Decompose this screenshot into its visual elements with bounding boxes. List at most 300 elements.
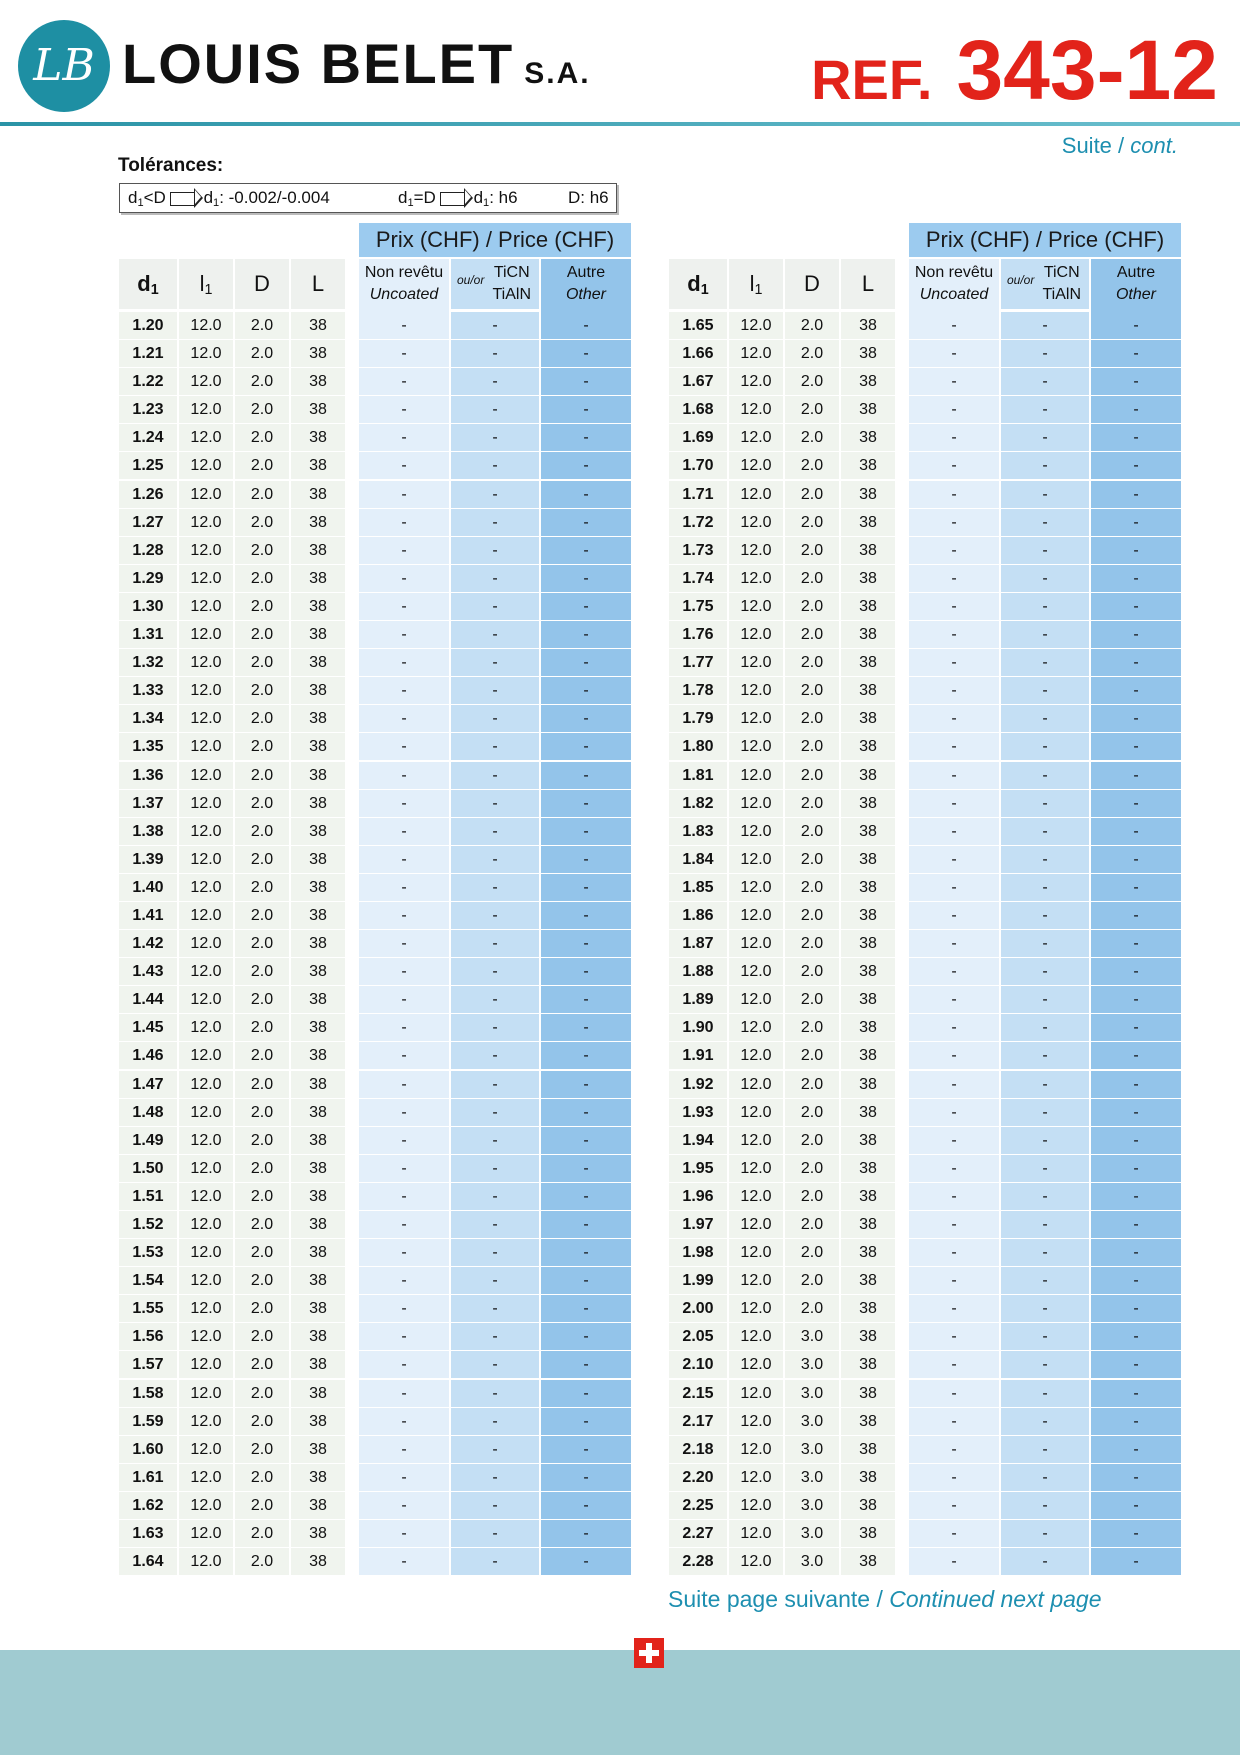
cell-l1: 12.0: [729, 677, 783, 704]
cell-D: 2.0: [235, 1042, 289, 1069]
cell-uncoated: -: [909, 1099, 999, 1126]
cell-coated: -: [1001, 1211, 1089, 1238]
tolerances-title: Tolérances:: [118, 155, 224, 176]
cell-d1: 1.64: [119, 1548, 177, 1575]
cell-coated: -: [451, 790, 539, 817]
cell-l1: 12.0: [729, 790, 783, 817]
cell-other: -: [1091, 677, 1181, 704]
cell-L: 38: [291, 1351, 345, 1378]
table-row: [669, 1408, 1181, 1436]
suite-sep: /: [1118, 133, 1125, 158]
cell-coated: -: [451, 1380, 539, 1407]
cell-uncoated: -: [909, 396, 999, 423]
table-row: [119, 565, 631, 593]
cell-d1: 1.71: [669, 481, 727, 508]
cell-l1: 12.0: [179, 1155, 233, 1182]
cell-D: 2.0: [785, 1183, 839, 1210]
table-row: [119, 368, 631, 396]
cell-l1: 12.0: [179, 1042, 233, 1069]
cell-l1: 12.0: [179, 1464, 233, 1491]
cell-d1: 1.41: [119, 902, 177, 929]
cell-D: 2.0: [235, 930, 289, 957]
cell-coated: -: [1001, 1520, 1089, 1547]
cell-d1: 2.27: [669, 1520, 727, 1547]
cell-coated: -: [451, 312, 539, 339]
table-row: [669, 509, 1181, 537]
cell-coated: -: [1001, 986, 1089, 1013]
cell-L: 38: [291, 733, 345, 760]
cell-other: -: [541, 1014, 631, 1041]
cell-l1: 12.0: [729, 1351, 783, 1378]
cell-d1: 1.52: [119, 1211, 177, 1238]
cell-other: -: [541, 1380, 631, 1407]
cell-coated: -: [451, 649, 539, 676]
cell-coated: -: [1001, 312, 1089, 339]
table-row: [669, 1014, 1181, 1042]
cell-L: 38: [291, 1380, 345, 1407]
cell-D: 3.0: [785, 1464, 839, 1491]
cell-coated: -: [451, 565, 539, 592]
table-row: [669, 1295, 1181, 1323]
cell-uncoated: -: [909, 1380, 999, 1407]
cell-other: -: [541, 1239, 631, 1266]
cell-L: 38: [841, 481, 895, 508]
cell-D: 3.0: [785, 1408, 839, 1435]
cell-d1: 1.67: [669, 368, 727, 395]
table-row: [669, 1492, 1181, 1520]
cell-other: -: [541, 312, 631, 339]
cell-L: 38: [291, 1520, 345, 1547]
cell-other: -: [1091, 368, 1181, 395]
cell-l1: 12.0: [179, 1239, 233, 1266]
table-row: [669, 1548, 1181, 1576]
table-row: [669, 649, 1181, 677]
cell-l1: 12.0: [729, 1380, 783, 1407]
table-row: [119, 874, 631, 902]
cell-l1: 12.0: [729, 818, 783, 845]
cell-D: 3.0: [785, 1323, 839, 1350]
cell-L: 38: [291, 509, 345, 536]
cell-L: 38: [291, 396, 345, 423]
cell-uncoated: -: [909, 874, 999, 901]
cell-uncoated: -: [909, 1492, 999, 1519]
tolerance-rule-1: $d_1<D$ $d_1$: -0.002/-0.004: [128, 188, 330, 209]
table-row: [669, 481, 1181, 509]
cell-other: -: [1091, 1155, 1181, 1182]
cell-D: 2.0: [235, 509, 289, 536]
cell-uncoated: -: [909, 312, 999, 339]
cell-D: 2.0: [785, 818, 839, 845]
cell-D: 2.0: [785, 986, 839, 1013]
cell-d1: 1.81: [669, 762, 727, 789]
cell-d1: 1.29: [119, 565, 177, 592]
cell-D: 2.0: [235, 1464, 289, 1491]
cell-other: -: [1091, 312, 1181, 339]
cell-L: 38: [291, 565, 345, 592]
table-row: [119, 1295, 631, 1323]
cell-d1: 1.23: [119, 396, 177, 423]
cell-coated: -: [451, 705, 539, 732]
cell-l1: 12.0: [729, 1492, 783, 1519]
cell-other: -: [541, 1548, 631, 1575]
cell-D: 3.0: [785, 1351, 839, 1378]
swiss-flag-icon: [634, 1638, 664, 1668]
cell-d1: 1.44: [119, 986, 177, 1013]
cell-D: 2.0: [235, 481, 289, 508]
reference-number: [811, 20, 1218, 145]
cell-D: 2.0: [235, 340, 289, 367]
table-row: [669, 790, 1181, 818]
cell-l1: 12.0: [729, 621, 783, 648]
cell-coated: -: [451, 733, 539, 760]
cell-D: 3.0: [785, 1380, 839, 1407]
cell-l1: 12.0: [729, 1295, 783, 1322]
cell-other: -: [1091, 790, 1181, 817]
table-row: [119, 1408, 631, 1436]
cell-coated: -: [1001, 1492, 1089, 1519]
cell-coated: -: [451, 509, 539, 536]
cell-L: 38: [291, 649, 345, 676]
cell-d1: 1.89: [669, 986, 727, 1013]
cell-coated: -: [1001, 733, 1089, 760]
cell-coated: -: [1001, 874, 1089, 901]
footer-band: [0, 1650, 1240, 1755]
cell-uncoated: -: [909, 424, 999, 451]
cell-l1: 12.0: [179, 1211, 233, 1238]
cell-L: 38: [291, 986, 345, 1013]
table-row: [119, 452, 631, 480]
cell-D: 2.0: [785, 368, 839, 395]
cell-L: 38: [841, 537, 895, 564]
cell-d1: 1.58: [119, 1380, 177, 1407]
cell-other: -: [541, 1520, 631, 1547]
cell-coated: -: [451, 930, 539, 957]
cell-d1: 1.39: [119, 846, 177, 873]
cell-uncoated: -: [359, 1014, 449, 1041]
cell-uncoated: -: [909, 1239, 999, 1266]
cell-L: 38: [291, 340, 345, 367]
cell-D: 2.0: [785, 1239, 839, 1266]
cell-D: 2.0: [235, 424, 289, 451]
cell-L: 38: [841, 1014, 895, 1041]
cell-uncoated: -: [909, 958, 999, 985]
brand-suffix: S.A.: [524, 57, 591, 90]
cell-l1: 12.0: [729, 649, 783, 676]
cell-d1: 1.68: [669, 396, 727, 423]
col-coated: ou/or TiCN TiAlN: [1001, 259, 1089, 309]
cell-uncoated: -: [359, 677, 449, 704]
cell-coated: -: [451, 593, 539, 620]
cell-uncoated: -: [909, 902, 999, 929]
cell-other: -: [541, 1071, 631, 1098]
cell-D: 2.0: [235, 1323, 289, 1350]
cell-coated: -: [1001, 565, 1089, 592]
cell-l1: 12.0: [729, 452, 783, 479]
cell-D: 2.0: [235, 593, 289, 620]
cell-L: 38: [841, 649, 895, 676]
cell-coated: -: [451, 762, 539, 789]
cell-other: -: [541, 368, 631, 395]
table-row: [669, 1436, 1181, 1464]
cell-l1: 12.0: [729, 958, 783, 985]
suite-en: cont.: [1130, 133, 1178, 158]
cell-l1: 12.0: [179, 818, 233, 845]
cell-uncoated: -: [909, 677, 999, 704]
cell-other: -: [1091, 846, 1181, 873]
cell-l1: 12.0: [179, 649, 233, 676]
cell-other: -: [1091, 1380, 1181, 1407]
cell-D: 2.0: [785, 1042, 839, 1069]
table-row: [669, 818, 1181, 846]
table-row: [669, 733, 1181, 761]
cell-D: 3.0: [785, 1520, 839, 1547]
cell-other: -: [541, 1464, 631, 1491]
table-row: [669, 986, 1181, 1014]
cell-d1: 1.31: [119, 621, 177, 648]
cell-d1: 1.84: [669, 846, 727, 873]
table-row: [119, 1042, 631, 1070]
cell-L: 38: [841, 452, 895, 479]
cell-l1: 12.0: [179, 790, 233, 817]
cell-uncoated: -: [909, 1436, 999, 1463]
table-row: [669, 368, 1181, 396]
cell-coated: -: [451, 1548, 539, 1575]
cell-d1: 1.98: [669, 1239, 727, 1266]
col-other: Autre Other: [541, 259, 631, 312]
cell-uncoated: -: [909, 930, 999, 957]
ref-label: REF.: [811, 48, 933, 111]
table-row: [119, 733, 631, 761]
cell-D: 2.0: [785, 902, 839, 929]
cell-uncoated: -: [909, 452, 999, 479]
cell-uncoated: -: [909, 733, 999, 760]
cell-l1: 12.0: [729, 986, 783, 1013]
cell-l1: 12.0: [729, 733, 783, 760]
next-sep: /: [876, 1586, 883, 1612]
cell-uncoated: -: [359, 1127, 449, 1154]
cell-D: 2.0: [235, 818, 289, 845]
cell-d1: 1.42: [119, 930, 177, 957]
table-row: [669, 958, 1181, 986]
cell-coated: -: [1001, 481, 1089, 508]
cell-uncoated: -: [359, 593, 449, 620]
cell-coated: -: [451, 1211, 539, 1238]
table-row: [119, 1239, 631, 1267]
cell-uncoated: -: [359, 733, 449, 760]
cell-coated: -: [451, 986, 539, 1013]
cell-d1: 1.82: [669, 790, 727, 817]
cell-D: 2.0: [785, 1155, 839, 1182]
cell-l1: 12.0: [179, 1408, 233, 1435]
cell-D: 2.0: [235, 1380, 289, 1407]
cell-l1: 12.0: [729, 1464, 783, 1491]
cell-coated: -: [1001, 818, 1089, 845]
cell-d1: 1.73: [669, 537, 727, 564]
cell-L: 38: [291, 1014, 345, 1041]
table-row: [669, 705, 1181, 733]
cell-l1: 12.0: [729, 1071, 783, 1098]
cell-coated: -: [451, 1267, 539, 1294]
cell-D: 2.0: [235, 1408, 289, 1435]
cell-l1: 12.0: [729, 368, 783, 395]
table-row: [119, 1464, 631, 1492]
cell-d1: 1.99: [669, 1267, 727, 1294]
cell-l1: 12.0: [729, 846, 783, 873]
cell-L: 38: [291, 1464, 345, 1491]
cell-other: -: [1091, 509, 1181, 536]
cell-uncoated: -: [359, 705, 449, 732]
cell-L: 38: [841, 1520, 895, 1547]
cell-uncoated: -: [909, 846, 999, 873]
cell-L: 38: [841, 368, 895, 395]
cell-L: 38: [841, 396, 895, 423]
cell-uncoated: -: [909, 1071, 999, 1098]
cell-l1: 12.0: [179, 340, 233, 367]
table-row: [669, 846, 1181, 874]
table-row: [119, 958, 631, 986]
cell-coated: -: [451, 1127, 539, 1154]
cell-uncoated: -: [909, 509, 999, 536]
cell-coated: -: [451, 1520, 539, 1547]
cell-other: -: [1091, 705, 1181, 732]
cell-uncoated: -: [909, 1408, 999, 1435]
cell-uncoated: -: [909, 1127, 999, 1154]
cell-other: -: [1091, 1408, 1181, 1435]
table-row: [669, 1183, 1181, 1211]
cell-L: 38: [291, 1436, 345, 1463]
arrow-right-icon: [440, 192, 465, 206]
cell-l1: 12.0: [729, 1239, 783, 1266]
table-row: [669, 930, 1181, 958]
cell-uncoated: -: [909, 340, 999, 367]
cell-uncoated: -: [359, 902, 449, 929]
cell-D: 2.0: [785, 593, 839, 620]
cell-d1: 1.26: [119, 481, 177, 508]
cell-L: 38: [841, 733, 895, 760]
next-fr: Suite page suivante: [668, 1586, 871, 1612]
cell-uncoated: -: [909, 705, 999, 732]
cell-l1: 12.0: [179, 930, 233, 957]
cell-L: 38: [841, 705, 895, 732]
cell-other: -: [1091, 537, 1181, 564]
cell-uncoated: -: [359, 846, 449, 873]
cell-uncoated: -: [359, 1380, 449, 1407]
cell-d1: 1.51: [119, 1183, 177, 1210]
cell-L: 38: [841, 1548, 895, 1575]
cell-l1: 12.0: [729, 396, 783, 423]
cell-uncoated: -: [359, 1042, 449, 1069]
cell-other: -: [1091, 930, 1181, 957]
table-row: [119, 481, 631, 509]
cell-coated: -: [451, 1155, 539, 1182]
cell-other: -: [1091, 452, 1181, 479]
table-row: [119, 1380, 631, 1408]
cell-uncoated: -: [909, 790, 999, 817]
table-row: [119, 1492, 631, 1520]
cell-L: 38: [291, 1408, 345, 1435]
cell-other: -: [541, 705, 631, 732]
cell-D: 2.0: [235, 1492, 289, 1519]
cell-d1: 1.50: [119, 1155, 177, 1182]
cell-coated: -: [451, 1464, 539, 1491]
cell-L: 38: [841, 312, 895, 339]
cell-d1: 1.72: [669, 509, 727, 536]
table-row: [669, 1267, 1181, 1295]
cell-coated: -: [451, 1014, 539, 1041]
cell-coated: -: [451, 537, 539, 564]
table-row: [119, 677, 631, 705]
cell-L: 38: [291, 424, 345, 451]
cell-D: 2.0: [235, 790, 289, 817]
cell-other: -: [541, 649, 631, 676]
cell-L: 38: [291, 677, 345, 704]
cell-L: 38: [841, 1071, 895, 1098]
cell-coated: -: [1001, 1014, 1089, 1041]
cell-D: 2.0: [785, 1071, 839, 1098]
cell-l1: 12.0: [179, 733, 233, 760]
cell-l1: 12.0: [729, 481, 783, 508]
cell-d1: 1.28: [119, 537, 177, 564]
cell-d1: 2.25: [669, 1492, 727, 1519]
cell-l1: 12.0: [179, 312, 233, 339]
cell-D: 2.0: [785, 958, 839, 985]
cell-uncoated: -: [909, 986, 999, 1013]
cell-uncoated: -: [359, 1548, 449, 1575]
cell-l1: 12.0: [729, 1408, 783, 1435]
cell-L: 38: [841, 818, 895, 845]
cell-l1: 12.0: [729, 1014, 783, 1041]
cell-coated: -: [1001, 1099, 1089, 1126]
cell-D: 2.0: [785, 312, 839, 339]
cell-L: 38: [291, 1492, 345, 1519]
table-row: [119, 340, 631, 368]
cell-other: -: [541, 481, 631, 508]
table-row: [669, 1520, 1181, 1548]
cell-L: 38: [841, 565, 895, 592]
cell-other: -: [541, 621, 631, 648]
cell-d1: 1.46: [119, 1042, 177, 1069]
table-row: [669, 424, 1181, 452]
cell-other: -: [1091, 565, 1181, 592]
cell-uncoated: -: [359, 930, 449, 957]
cell-L: 38: [291, 1548, 345, 1575]
cell-d1: 1.49: [119, 1127, 177, 1154]
cell-L: 38: [291, 705, 345, 732]
cell-other: -: [1091, 1127, 1181, 1154]
table-row: [119, 1520, 631, 1548]
table-row: [119, 1548, 631, 1576]
cell-L: 38: [291, 790, 345, 817]
cell-D: 2.0: [235, 958, 289, 985]
table-row: [669, 1042, 1181, 1070]
cell-coated: -: [1001, 1436, 1089, 1463]
cell-d1: 1.43: [119, 958, 177, 985]
cell-L: 38: [291, 1295, 345, 1322]
cell-d1: 1.59: [119, 1408, 177, 1435]
col-L: L: [291, 259, 345, 309]
cell-coated: -: [1001, 1071, 1089, 1098]
cell-d1: 1.22: [119, 368, 177, 395]
arrow-right-icon: [170, 192, 195, 206]
cell-d1: 1.35: [119, 733, 177, 760]
cell-coated: -: [1001, 593, 1089, 620]
cell-d1: 1.56: [119, 1323, 177, 1350]
cell-coated: -: [451, 1295, 539, 1322]
cell-L: 38: [841, 1267, 895, 1294]
cell-L: 38: [841, 1351, 895, 1378]
cell-coated: -: [451, 1042, 539, 1069]
table-body-left: [119, 312, 631, 1576]
